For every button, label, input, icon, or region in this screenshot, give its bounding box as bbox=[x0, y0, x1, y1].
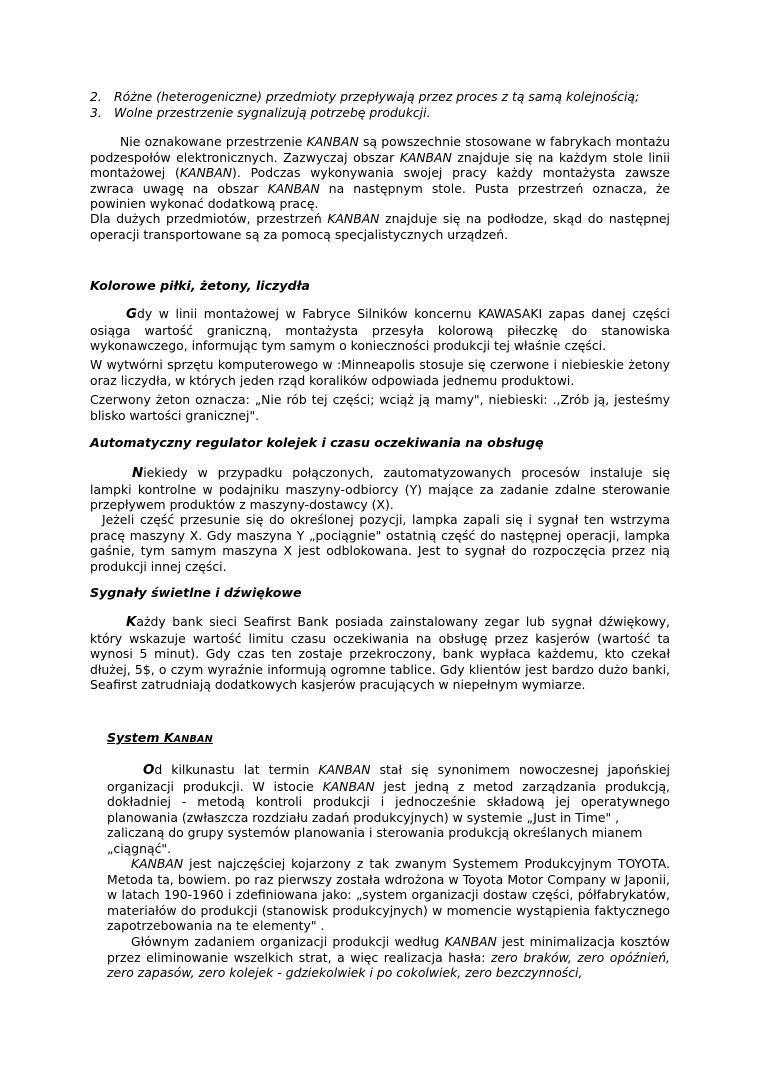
list-item-number: 2. bbox=[90, 89, 102, 104]
heading-text: System K bbox=[107, 730, 174, 745]
list-item-text: Różne (heterogeniczne) przedmioty przepływają przez proces z tą samą kolejnością; bbox=[114, 89, 640, 104]
text-run: stał się synonimem nowoczesnej japońskiej organizacji produkcji. W istocie bbox=[107, 762, 670, 794]
heading-text-smallcaps: ANBAN bbox=[173, 734, 213, 745]
term-kanban: KANBAN bbox=[399, 149, 452, 165]
paragraph-main-goal bbox=[107, 934, 670, 981]
text-run: iekiedy w przypadku połączonych, zautomatyzowanych procesów instaluje się lampki kontrolne w podajniku maszyny-odbiorcy (Y) mające za zadanie zdalne sterowanie przepływem produktów z maszyny-dostawcy (X). bbox=[90, 465, 670, 513]
zero-slogan: zero braków, zero opóźnień, zero zapasów, zero kolejek - gdziekolwiek i po cokolwiek, zero bezczynności, bbox=[107, 949, 670, 981]
drop-initial: G bbox=[126, 307, 137, 322]
term-kanban: KANBAN bbox=[444, 934, 497, 949]
list-item bbox=[90, 89, 670, 105]
paragraph-signal: Jeżeli część przesunie się do określonej pozycji, lampka zapali się i sygnał ten wstrzyma pracę maszyny X. Gdy maszyna Y „pociągnie" ostatnią część do następnej operacji, lampka gaśnie, tym samym maszyna X jest odblokowana. Jest to sygnał do rozpoczęcia przez nią produkcji innej części. bbox=[90, 512, 670, 574]
text-run: ). Podczas wykonywania swojej pracy każdy montażysta zawsze zwraca uwagę na obszar bbox=[90, 165, 671, 196]
term-kanban: KANBAN bbox=[327, 211, 380, 226]
text-run: jest minimalizacja kosztów przez eliminowanie wszelkich strat, a więc realizacja hasła: bbox=[107, 934, 671, 965]
text-run: jest jedną z metod zarządzania produkcją, dokładniej - metodą kontroli produkcji i jednocześnie składową jej operatywnego planowania (zwłaszcza rozdziału zadań produkcyjnych) w systemie „Just in Time" , bbox=[107, 778, 670, 825]
list-item bbox=[90, 105, 670, 121]
heading-system-kanban bbox=[107, 730, 213, 745]
paragraph-tokens: Czerwony żeton oznacza: „Nie rób tej części; wciąż ją mamy", niebieski: .,Zrób ją, jesteśmy blisko wartości granicznej". bbox=[90, 392, 670, 423]
text-run: są powszechnie stosowane w fabrykach montażu podzespołów elektronicznych. Zazwyczaj obszar bbox=[90, 134, 670, 165]
paragraph-toyota bbox=[107, 856, 670, 934]
paragraph-kanban-synonym-cont: zaliczaną do grupy systemów planowania i sterowania produkcją określanych mianem „ciągnąć". bbox=[107, 825, 643, 856]
heading-colored-balls: Kolorowe piłki, żetony, liczydła bbox=[90, 278, 310, 293]
text-run: dy w linii montażowej w Fabryce Silników koncernu KAWASAKI zapas danej części osiąga wartość graniczną, montażysta przesyła kolorową piłeczkę do stanowiska wykonawczego, informując tym samym o konieczności produkcji tej właśnie części. bbox=[90, 306, 670, 354]
text-run: Nie oznakowane przestrzenie bbox=[120, 134, 307, 149]
paragraph-seafirst-bank bbox=[90, 614, 670, 693]
text-run: d kilkunastu lat termin bbox=[154, 762, 319, 777]
numbered-list bbox=[90, 89, 670, 120]
paragraph-kawasaki bbox=[90, 306, 670, 354]
term-kanban: KANBAN bbox=[267, 180, 320, 196]
text-run: na następnym stole. Pusta przestrzeń oznacza, że powinien wykonać dodatkową pracę. bbox=[90, 180, 670, 212]
heading-automatic-regulator: Automatyczny regulator kolejek i czasu oczekiwania na obsługę bbox=[90, 435, 544, 450]
term-kanban: KANBAN bbox=[179, 165, 233, 181]
list-item-number: 3. bbox=[90, 104, 102, 120]
text-run: Głównym zadaniem organizacji produkcji według bbox=[131, 934, 445, 949]
text-run: jest najczęściej kojarzony z tak zwanym Systemem Produkcyjnym TOYOTA. Metoda ta, bowiem. po raz pierwszy została wdrożona w Toyota Motor Company w Japonii, w latach 190-1960 i zdefiniowana jako: „system organizacji dostaw części, półfabrykatów, materiałów do produkcji (stanowisk produkcyjnych) w momencie wystąpienia faktycznego zapotrzebowania na te elementy" . bbox=[107, 856, 670, 934]
paragraph-minneapolis: W wytwórni sprzętu komputerowego w :Minneapolis stosuje się czerwone i niebieskie żetony oraz liczydła, w których jeden rząd koralików odpowiada jednemu produktowi. bbox=[90, 357, 670, 388]
text-run: znajduje się na każdym stole linii montażowej ( bbox=[90, 149, 670, 181]
drop-initial: O bbox=[143, 763, 155, 778]
paragraph-lamps bbox=[90, 465, 670, 513]
term-kanban: KANBAN bbox=[318, 762, 371, 777]
paragraph-kanban-spaces bbox=[90, 134, 670, 212]
paragraph-kanban-synonym bbox=[107, 762, 670, 825]
text-run: Dla dużych przedmiotów, przestrzeń bbox=[90, 211, 328, 226]
text-run: znajduje się na podłodze, skąd do następnej operacji transportowane są za pomocą specjalistycznych urządzeń. bbox=[90, 211, 670, 242]
term-kanban: KANBAN bbox=[306, 134, 359, 149]
term-kanban: KANBAN bbox=[131, 856, 184, 871]
list-item-text: Wolne przestrzenie sygnalizują potrzebę produkcji. bbox=[114, 104, 431, 120]
text-run: ażdy bank sieci Seafirst Bank posiada zainstalowany zegar lub sygnał dźwiękowy, który wskazuje wartość limitu czasu oczekiwania na obsługę przez kasjerów (wartość ta wynosi 5 minut). Gdy czas ten zostaje przekroczony, bank wypłaca każdemu, kto czekał dłużej, 5$, o czym wyraźnie informują ogromne tablice. Gdy klientów jest bardzo dużo banki, Seafirst zatrudniają dodatkowych kasjerów pracujących w niepełnym wymiarze. bbox=[90, 614, 670, 693]
drop-initial: K bbox=[126, 615, 137, 630]
heading-light-sound-signals: Sygnały świetlne i dźwiękowe bbox=[90, 585, 302, 600]
paragraph-large-items bbox=[90, 211, 670, 242]
drop-initial: N bbox=[132, 466, 144, 481]
term-kanban: KANBAN bbox=[322, 778, 375, 794]
